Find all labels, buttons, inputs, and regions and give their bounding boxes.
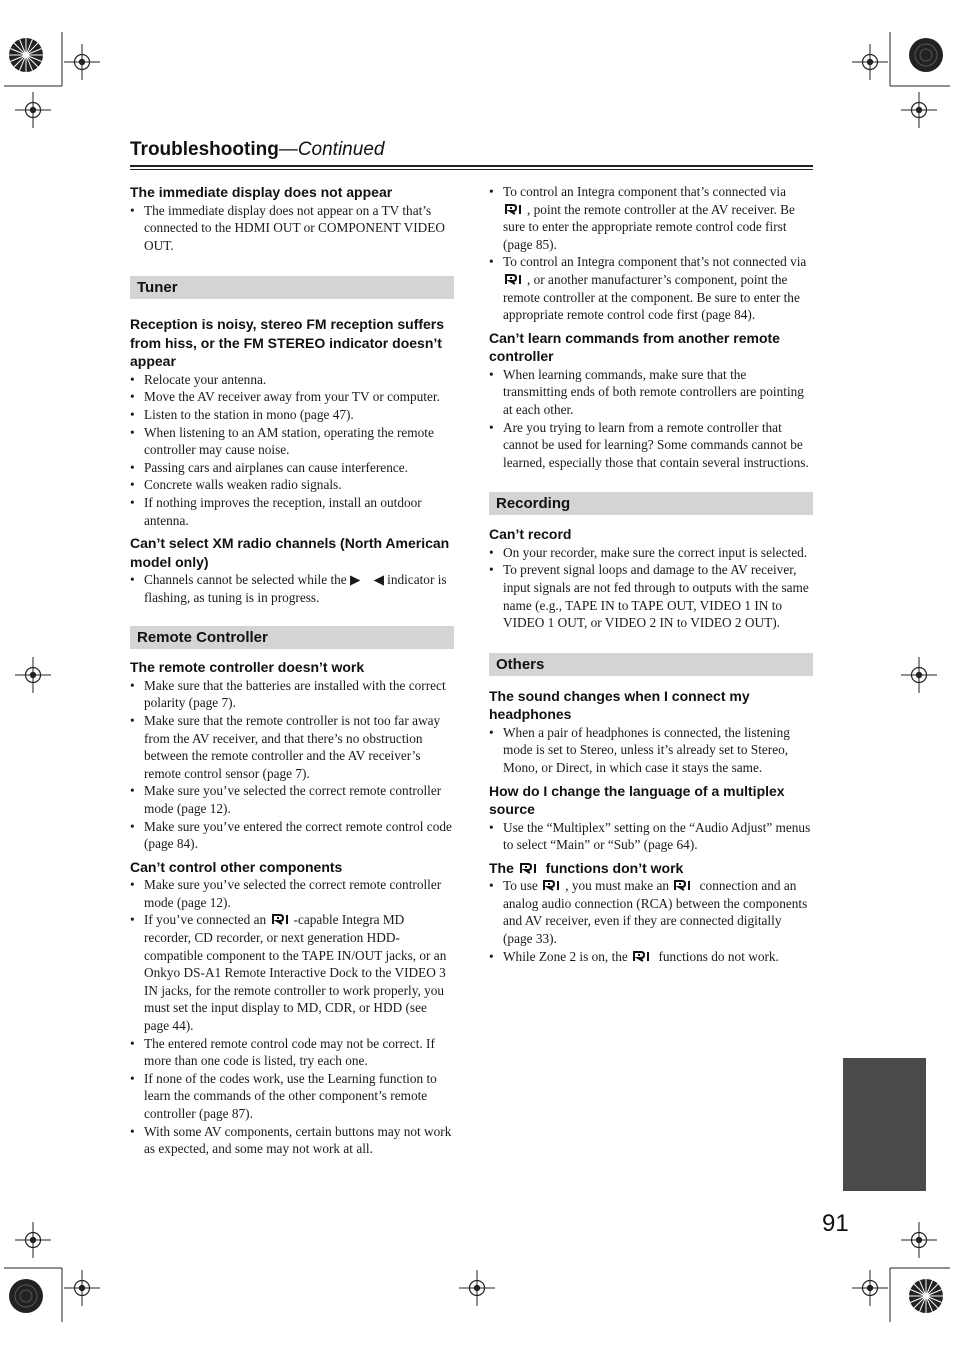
list-item: • Relocate your antenna. xyxy=(130,371,454,389)
list-item xyxy=(489,183,813,253)
learn-heading: Can’t learn commands from another remote controller xyxy=(489,329,780,365)
cont1-text-b: , point the remote controller at the AV receiver. Be sure to enter the appropriate remote control code first (page 85). xyxy=(503,201,795,252)
other-components-list xyxy=(130,876,454,1034)
list-item: • Passing cars and airplanes can cause interference. xyxy=(130,459,454,477)
noisy-list xyxy=(130,371,454,529)
title-continued: —Continued xyxy=(278,139,385,160)
list-item: • On your recorder, make sure the correct input is selected. xyxy=(489,544,813,562)
cont2-text-a: To control an Integra component that’s not connected via xyxy=(503,254,807,270)
xm-text-b: indicator is flashing, as tuning is in progress. xyxy=(144,572,447,605)
other-text-b: -capable Integra MD recorder, CD recorder, or next generation HDD-compatible component to the TAPE IN/OUT jacks, or an Onkyo DS-A1 Remote Interactive Dock to the VIDEO 3 IN jacks, for the remote controller to work properly, you must set the input display to MD, CDR, or HDD (see page 44). xyxy=(144,912,447,1033)
xm-heading: Can’t select XM radio channels (North American model only) xyxy=(130,535,450,570)
list-item: • Make sure you’ve selected the correct remote controller mode (page 12). xyxy=(130,876,454,911)
list-item: • The immediate display does not appear on a TV that’s connected to the HDMI OUT or COMPONENT VIDEO OUT. xyxy=(130,202,454,255)
starburst-icon xyxy=(9,38,43,72)
ri1-text-c: connection and an analog audio connection (RCA) between the components and AV receiver, even if they are connected digitally (page 33). xyxy=(503,878,808,947)
list-item: • Are you trying to learn from a remote controller that cannot be used for learning? Some commands cannot be learned, especially those that contain several instructions. xyxy=(489,419,813,472)
other-text-a: If you’ve connected an xyxy=(144,912,270,928)
left-column xyxy=(130,183,454,1158)
ri-logo-icon xyxy=(272,914,292,925)
ri-functions-list xyxy=(489,877,813,965)
xm-text-a: Channels cannot be selected while the xyxy=(144,572,351,588)
language-list xyxy=(489,819,813,854)
list-item xyxy=(489,877,813,947)
list-item: • When a pair of headphones is connected, the listening mode is set to Stereo, unless it’s already set to Stereo, Mono, or Direct, in which case it stays the same. xyxy=(489,724,813,777)
noisy-heading: Reception is noisy, stereo FM reception suffers from hiss, or the FM STEREO indicator doesn’t appear xyxy=(130,316,445,370)
list-item: • Make sure that the batteries are installed with the correct polarity (page 7). xyxy=(130,677,454,712)
right-column xyxy=(489,183,813,965)
thumb-tab xyxy=(843,1058,926,1191)
list-item: • If nothing improves the reception, install an outdoor antenna. xyxy=(130,494,454,529)
list-item xyxy=(130,911,454,1034)
starburst-icon xyxy=(909,38,943,72)
section-recording: Recording xyxy=(489,492,813,515)
ri-logo-icon xyxy=(633,951,653,962)
title-rule xyxy=(130,165,813,167)
ri-logo-icon xyxy=(505,274,525,285)
list-item: • If none of the codes work, use the Learning function to learn the commands of the other component’s remote controller (page 87). xyxy=(130,1070,454,1123)
title-rule-thin xyxy=(130,169,813,170)
page-number: 91 xyxy=(822,1210,849,1237)
list-item xyxy=(130,571,454,606)
list-item: • Concrete walls weaken radio signals. xyxy=(130,476,454,494)
list-item: • To prevent signal loops and damage to the AV receiver, input signals are not fed through to outputs with the same name (e.g., TAPE IN to TAPE OUT, VIDEO 1 IN to VIDEO 1 OUT, or VIDEO 2 IN to VIDEO 2 OUT). xyxy=(489,561,813,631)
list-item xyxy=(489,948,813,966)
xm-list xyxy=(130,571,454,606)
section-remote-controller: Remote Controller xyxy=(130,626,454,649)
section-tuner: Tuner xyxy=(130,276,454,299)
headphones-list xyxy=(489,724,813,777)
list-item: • When learning commands, make sure that the transmitting ends of both remote controllers are pointing at each other. xyxy=(489,366,813,419)
headphones-heading: The sound changes when I connect my headphones xyxy=(489,687,750,723)
ri-logo-icon xyxy=(520,863,540,874)
ri-logo-icon xyxy=(505,204,525,215)
remote-nowork-heading: The remote controller doesn’t work xyxy=(130,659,365,676)
continued-list xyxy=(489,183,813,324)
list-item: • When listening to an AM station, operating the remote controller may cause noise. xyxy=(130,424,454,459)
play-right-icon: ▶ xyxy=(350,572,361,588)
ri-logo-icon xyxy=(674,880,694,891)
ri1-text-a: To use xyxy=(503,878,542,894)
immediate-list xyxy=(130,202,454,255)
title-main: Troubleshooting xyxy=(130,139,279,160)
list-item: • With some AV components, certain buttons may not work as expected, and some may not work at all. xyxy=(130,1123,454,1158)
recording-list xyxy=(489,544,813,632)
page-title xyxy=(130,139,384,161)
cant-record-heading: Can’t record xyxy=(489,526,572,543)
ri-heading-a: The xyxy=(489,859,518,876)
starburst-icon xyxy=(9,1279,43,1313)
list-item xyxy=(489,253,813,323)
list-item: • Make sure you’ve entered the correct remote control code (page 84). xyxy=(130,818,454,853)
ri-functions-heading xyxy=(489,859,813,878)
section-others: Others xyxy=(489,653,813,676)
list-item: • Make sure that the remote controller is not too far away from the AV receiver, and that there’s no obstruction between the remote controller and the AV receiver’s remote control sensor (page 7). xyxy=(130,712,454,782)
cont1-text-a: To control an Integra component that’s connected via xyxy=(503,184,787,199)
cont2-text-b: , or another manufacturer’s component, point the remote controller at the component. Be sure to enter the appropriate remote control code first (page 84). xyxy=(503,271,800,323)
language-heading: How do I change the language of a multiplex source xyxy=(489,782,785,818)
other-components-list-rest xyxy=(130,1035,454,1158)
play-left-icon: ◀ xyxy=(373,572,384,588)
ri-logo-icon xyxy=(543,880,563,891)
list-item: • Use the “Multiplex” setting on the “Audio Adjust” menus to select “Main” or “Sub” (page 64). xyxy=(489,819,813,854)
ri2-text-a: While Zone 2 is on, the xyxy=(503,948,632,964)
ri-heading-b: functions don’t work xyxy=(541,859,684,876)
ri1-text-b: , you must make an xyxy=(565,878,673,894)
ri2-text-b: functions do not work. xyxy=(655,948,779,964)
other-components-heading: Can’t control other components xyxy=(130,858,343,875)
list-item: • The entered remote control code may not be correct. If more than one code is listed, try each one. xyxy=(130,1035,454,1070)
learn-list xyxy=(489,366,813,472)
remote-nowork-list xyxy=(130,677,454,853)
starburst-icon xyxy=(909,1279,943,1313)
list-item: • Listen to the station in mono (page 47). xyxy=(130,406,454,424)
immediate-heading: The immediate display does not appear xyxy=(130,184,393,200)
list-item: • Move the AV receiver away from your TV or computer. xyxy=(130,388,454,406)
list-item: • Make sure you’ve selected the correct remote controller mode (page 12). xyxy=(130,782,454,817)
